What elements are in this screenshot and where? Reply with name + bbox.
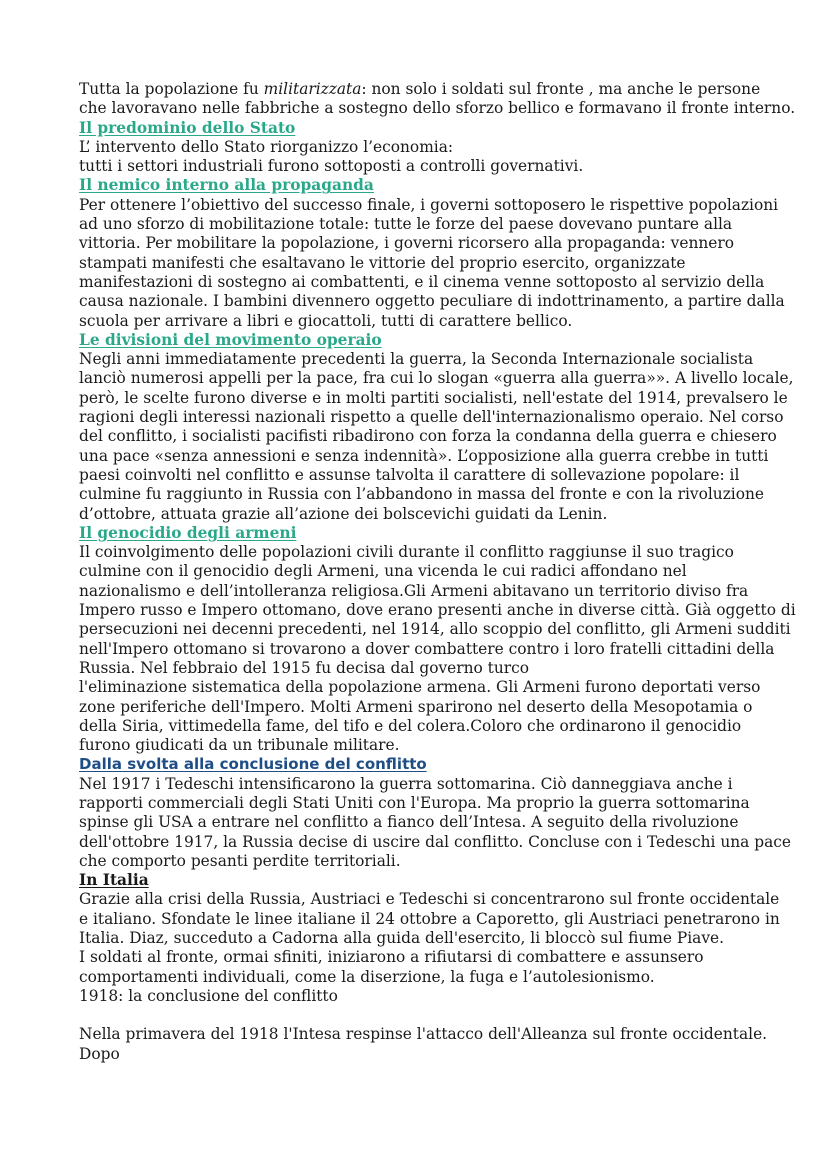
section-heading: Le divisioni del movimento operaio <box>79 330 382 349</box>
paragraph-line: Il coinvolgimento delle popolazioni civili durante il conflitto raggiunse il suo tragico <box>79 543 734 562</box>
paragraph-line: furono giudicati da un tribunale militare. <box>79 736 400 755</box>
paragraph-line: manifestazioni di sostegno ai combattenti, e il cinema venne sottoposto al servizio della <box>79 272 765 291</box>
paragraph-line: ragioni degli interessi nazionali rispetto a quelle dell'internazionalismo operaio. Nel corso <box>79 408 784 427</box>
paragraph-line: che comporto pesanti perdite territoriali. <box>79 851 401 870</box>
paragraph-line: Grazie alla crisi della Russia, Austriaci e Tedeschi si concentrarono sul fronte occidentale <box>79 890 780 909</box>
section-paragraph <box>79 350 794 524</box>
paragraph-line: culmine fu raggiunto in Russia con l’abbandono in massa del fronte e con la rivoluzione <box>79 485 765 504</box>
paragraph-line: del conflitto, i socialisti pacifisti ribadirono con forza la condanna della guerra e chiesero <box>79 427 777 446</box>
intro-line: che lavoravano nelle fabbriche a sostegno dello sforzo bellico e formavano il fronte interno. <box>79 99 796 118</box>
section-paragraph <box>79 543 796 755</box>
intro-line <box>79 80 768 99</box>
paragraph-line: Italia. Diaz, succeduto a Cadorna alla guida dell'esercito, li bloccò sul fiume Piave. <box>79 929 725 948</box>
intro-paragraph <box>79 80 796 119</box>
section-paragraph <box>79 890 780 1006</box>
section-heading: Dalla svolta alla conclusione del conflitto <box>79 755 427 774</box>
paragraph-line: I soldati al fronte, ormai sfiniti, iniziarono a rifiutarsi di combattere e assunsero <box>79 948 704 967</box>
paragraph-line: causa nazionale. I bambini divennero oggetto peculiare di indottrinamento, a partire dalla <box>79 292 785 311</box>
paragraph-line: però, le scelte furono diverse e in molti partiti socialisti, nell'estate del 1914, prevalsero le <box>79 388 788 407</box>
paragraph-line: l'eliminazione sistematica della popolazione armena. Gli Armeni furono deportati verso <box>79 678 761 697</box>
paragraph-line: Russia. Nel febbraio del 1915 fu decisa dal governo turco <box>79 658 530 677</box>
section-paragraph <box>79 774 791 871</box>
paragraph-line: lanciò numerosi appelli per la pace, fra cui lo slogan «guerra alla guerra»». A livello locale, <box>79 369 794 388</box>
closing-paragraph <box>79 1025 768 1064</box>
paragraph-line: spinse gli USA a entrare nel conflitto a fianco dell’Intesa. A seguito della rivoluzione <box>79 813 739 832</box>
paragraph-line: dell'ottobre 1917, la Russia decise di uscire dal conflitto. Concluse con i Tedeschi una pace <box>79 832 791 851</box>
paragraph-line: della Siria, vittimedella fame, del tifo e del colera.Coloro che ordinarono il genocidio <box>79 716 742 735</box>
section-paragraph <box>79 195 785 331</box>
paragraph-line: scuola per arrivare a libri e giocattoli, tutti di carattere bellico. <box>79 311 573 330</box>
intro-emphasis: militarizzata <box>263 80 362 98</box>
paragraph-line: stampati manifesti che esaltavano le vittorie del proprio esercito, organizzate <box>79 253 686 272</box>
paragraph-line: Nella primavera del 1918 l'Intesa respinse l'attacco dell'Alleanza sul fronte occidentale. <box>79 1025 768 1044</box>
paragraph-line: una pace «senza annessioni e senza indennità». L’opposizione alla guerra crebbe in tutti <box>79 446 769 465</box>
paragraph-line: culmine con il genocidio degli Armeni, una vicenda le cui radici affondano nel <box>79 562 687 581</box>
paragraph-line: e italiano. Sfondate le linee italiane il 24 ottobre a Caporetto, gli Austriaci penetrarono in <box>79 909 780 928</box>
section-heading: Il genocidio degli armeni <box>79 523 297 542</box>
section-heading: In Italia <box>79 871 149 890</box>
paragraph-line: tutti i settori industriali furono sottoposti a controlli governativi. <box>79 157 584 176</box>
section-heading: Il predominio dello Stato <box>79 118 296 137</box>
intro-text: Tutta la popolazione fu <box>79 80 264 98</box>
paragraph-line: Nel 1917 i Tedeschi intensificarono la guerra sottomarina. Ciò danneggiava anche i <box>79 774 733 793</box>
paragraph-line: 1918: la conclusione del conflitto <box>79 986 338 1005</box>
paragraph-line: ad uno sforzo di mobilitazione totale: tutte le forze del paese dovevano puntare alla <box>79 215 733 234</box>
section-heading: Il nemico interno alla propaganda <box>79 176 374 195</box>
paragraph-line: zone periferiche dell'Impero. Molti Armeni sparirono nel deserto della Mesopotamia o <box>79 697 753 716</box>
paragraph-line: comportamenti individuali, come la diserzione, la fuga e l’autolesionismo. <box>79 967 655 986</box>
paragraph-line: vittoria. Per mobilitare la popolazione, i governi ricorsero alla propaganda: vennero <box>79 234 734 253</box>
paragraph-line: persecuzioni nei decenni precedenti, nel 1914, allo scoppio del conflitto, gli Armeni sudditi <box>79 620 791 639</box>
intro-text: : non solo i soldati sul fronte , ma anche le persone <box>361 80 761 98</box>
paragraph-line: Negli anni immediatamente precedenti la guerra, la Seconda Internazionale socialista <box>79 350 754 369</box>
paragraph-line: rapporti commerciali degli Stati Uniti con l'Europa. Ma proprio la guerra sottomarina <box>79 793 750 812</box>
paragraph-line: Impero russo e Impero ottomano, dove erano presenti anche in diverse città. Già oggetto di <box>79 601 796 620</box>
paragraph-line: Dopo <box>79 1044 120 1063</box>
paragraph-line: paesi coinvolti nel conflitto e assunse talvolta il carattere di sollevazione popolare: il <box>79 465 740 484</box>
paragraph-line: Per ottenere l’obiettivo del successo finale, i governi sottoposero le rispettive popolazioni <box>79 195 779 214</box>
paragraph-line: nazionalismo e dell’intolleranza religiosa.Gli Armeni abitavano un territorio diviso fra <box>79 581 749 600</box>
paragraph-gap <box>79 1006 768 1025</box>
paragraph-line: L’ intervento dello Stato riorganizzo l’economia: <box>79 137 454 156</box>
paragraph-line: d’ottobre, attuata grazie all’azione dei bolscevichi guidati da Lenin. <box>79 504 608 523</box>
paragraph-line: nell'Impero ottomano si trovarono a dover combattere contro i loro fratelli cittadini della <box>79 639 775 658</box>
section-paragraph <box>79 138 768 177</box>
